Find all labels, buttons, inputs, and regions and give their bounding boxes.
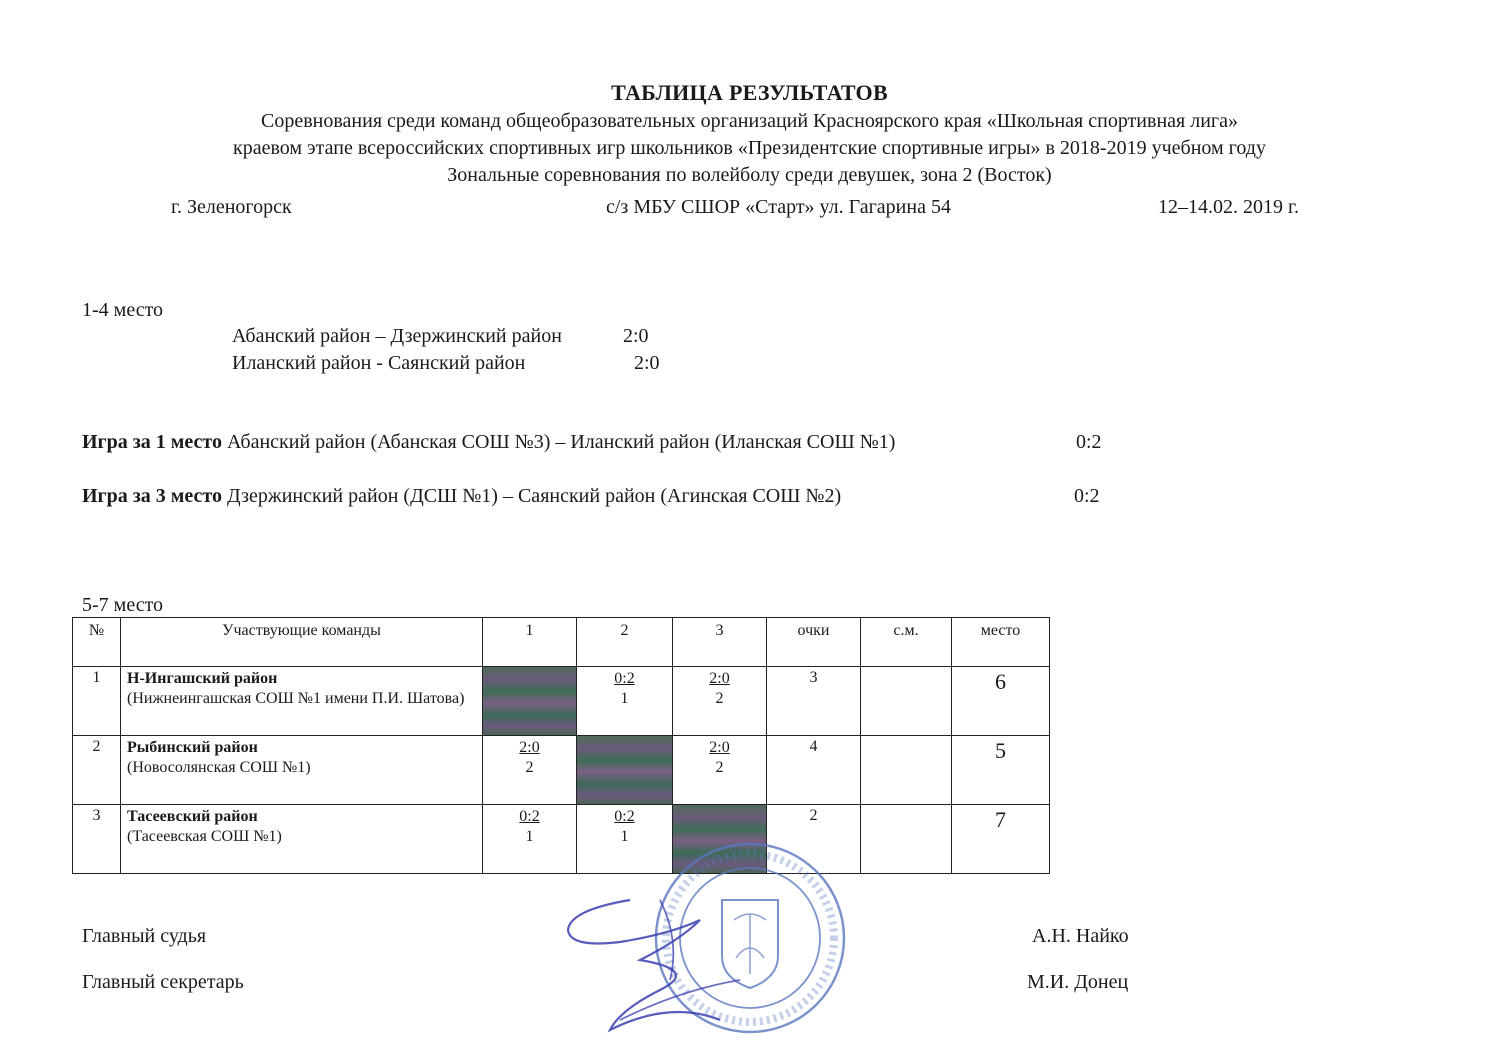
secretary-name: М.И. Донец — [1027, 971, 1129, 993]
result-score: 0:2 — [614, 670, 635, 687]
diagonal-cell — [577, 736, 673, 805]
result-points: 2 — [525, 759, 534, 776]
team-school: (Новосолянская СОШ №1) — [127, 759, 311, 776]
col-3: 3 — [673, 618, 767, 667]
result-cell — [673, 667, 767, 736]
final-score-1: 0:2 — [1076, 431, 1102, 453]
final-label-3: Игра за 3 место — [82, 485, 222, 507]
team-cell — [121, 667, 483, 736]
team-name: Рыбинский район — [127, 739, 258, 756]
team-school: (Тасеевская СОШ №1) — [127, 828, 282, 845]
row-num: 3 — [73, 805, 121, 874]
result-cell — [577, 667, 673, 736]
result-score: 2:0 — [709, 739, 730, 756]
signature-icon — [560, 880, 760, 1040]
result-score: 2:0 — [519, 739, 540, 756]
final-game-1 — [82, 431, 895, 454]
result-cell — [673, 736, 767, 805]
semi-game-1: Абанский район – Дзержинский район — [232, 325, 562, 347]
semi-score-1: 2:0 — [623, 325, 649, 347]
result-score: 0:2 — [614, 808, 635, 825]
col-2: 2 — [577, 618, 673, 667]
judge-name: А.Н. Найко — [1032, 925, 1129, 947]
subtitle-line-1: Соревнования среди команд общеобразовательных организаций Красноярского края «Школьная спортивная лига» — [261, 110, 1238, 132]
venue: с/з МБУ СШОР «Старт» ул. Гагарина 54 — [606, 196, 951, 218]
dates: 12–14.02. 2019 г. — [1158, 196, 1299, 218]
table-row — [73, 736, 1050, 805]
col-points: очки — [767, 618, 861, 667]
semis-heading: 1-4 место — [82, 299, 164, 321]
points-cell: 3 — [767, 667, 861, 736]
team-name: Н-Ингашский район — [127, 670, 278, 687]
team-cell — [121, 805, 483, 874]
final-game-3 — [82, 485, 841, 508]
final-match-3: Дзержинский район (ДСШ №1) – Саянский район (Агинская СОШ №2) — [226, 485, 842, 507]
page-title: ТАБЛИЦА РЕЗУЛЬТАТОВ — [611, 80, 888, 105]
col-teams: Участвующие команды — [121, 618, 483, 667]
subtitle-line-2: краевом этапе всероссийских спортивных игр школьников «Президентские спортивные игры» в 2018-2019 учебном году — [233, 137, 1266, 159]
points-cell: 2 — [767, 805, 861, 874]
row-num: 2 — [73, 736, 121, 805]
final-score-3: 0:2 — [1074, 485, 1100, 507]
result-score: 0:2 — [519, 808, 540, 825]
place-cell: 6 — [952, 667, 1050, 736]
sm-cell — [861, 667, 952, 736]
team-school: (Нижнеингашская СОШ №1 имени П.И. Шатова) — [127, 690, 465, 707]
judge-label: Главный судья — [82, 925, 207, 947]
city: г. Зеленогорск — [171, 196, 292, 218]
place-cell: 7 — [952, 805, 1050, 874]
result-cell — [483, 805, 577, 874]
semi-score-2: 2:0 — [634, 352, 660, 374]
team-cell — [121, 736, 483, 805]
sm-cell — [861, 736, 952, 805]
table-header-row — [73, 618, 1050, 667]
subtitle-line-3: Зональные соревнования по волейболу среди девушек, зона 2 (Восток) — [447, 164, 1052, 186]
semi-game-2: Иланский район - Саянский район — [232, 352, 526, 374]
final-match-1: Абанский район (Абанская СОШ №3) – Иланский район (Иланская СОШ №1) — [226, 431, 896, 453]
results-table — [72, 617, 1050, 874]
sm-cell — [861, 805, 952, 874]
group-heading: 5-7 место — [82, 594, 164, 616]
result-points: 1 — [525, 828, 534, 845]
result-points: 2 — [715, 690, 724, 707]
col-place: место — [952, 618, 1050, 667]
table-row — [73, 667, 1050, 736]
team-name: Тасеевский район — [127, 808, 258, 825]
result-points: 1 — [620, 690, 629, 707]
result-cell — [483, 736, 577, 805]
result-points: 2 — [715, 759, 724, 776]
result-score: 2:0 — [709, 670, 730, 687]
final-label-1: Игра за 1 место — [82, 431, 222, 453]
points-cell: 4 — [767, 736, 861, 805]
table-row — [73, 805, 1050, 874]
result-points: 1 — [620, 828, 629, 845]
col-sm: с.м. — [861, 618, 952, 667]
col-1: 1 — [483, 618, 577, 667]
secretary-label: Главный секретарь — [82, 971, 244, 993]
place-cell: 5 — [952, 736, 1050, 805]
col-num: № — [73, 618, 121, 667]
diagonal-cell — [483, 667, 577, 736]
row-num: 1 — [73, 667, 121, 736]
